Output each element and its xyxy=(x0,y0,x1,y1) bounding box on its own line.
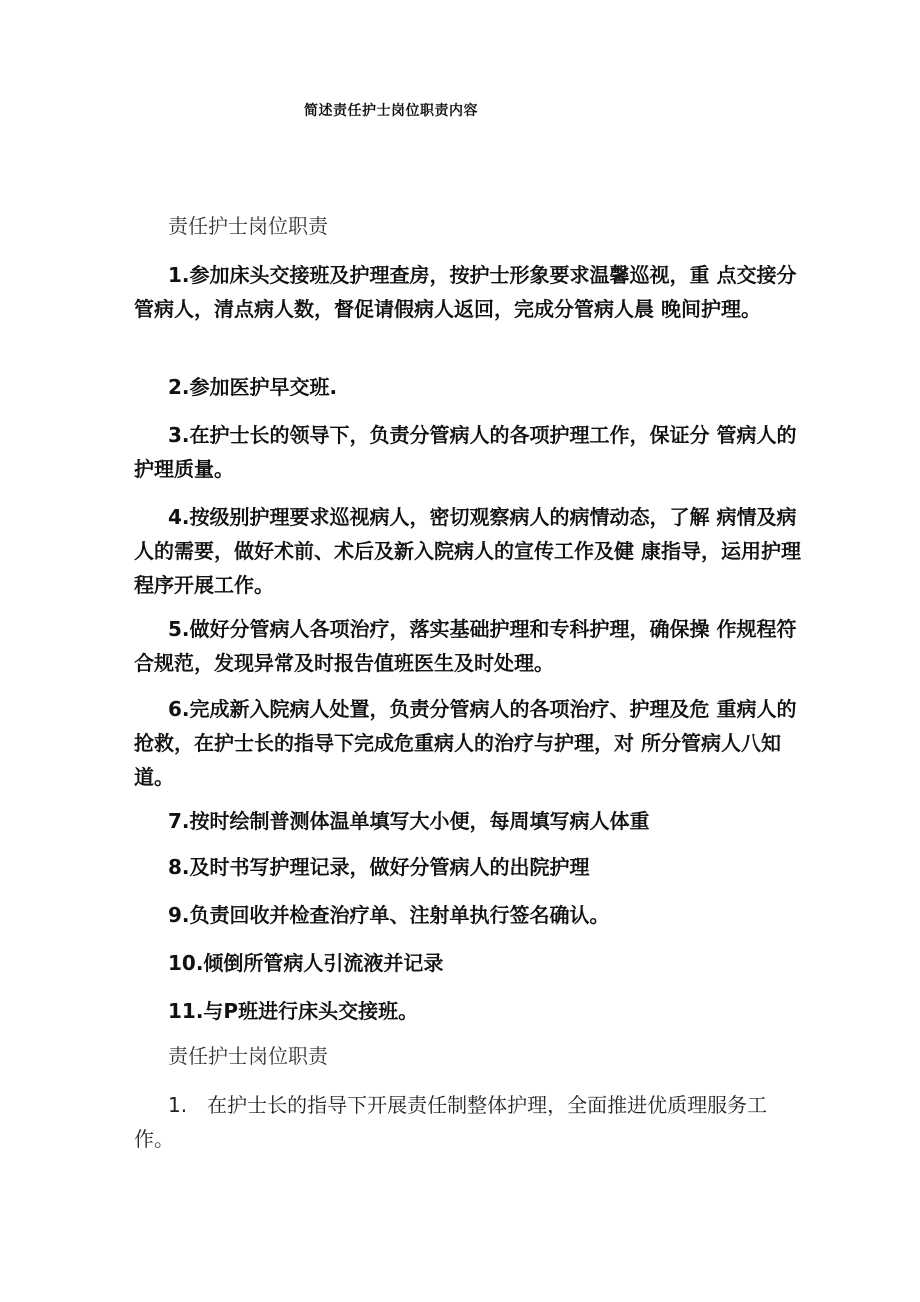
document-title: 简述责任护士岗位职责内容 xyxy=(304,103,478,119)
duty-item-5: 5.做好分管病人各项治疗，落实基础护理和专科护理，确保操 作规程符合规范，发现异常及时报告值班医生及时处理。 xyxy=(134,617,797,675)
section-heading-2: 责任护士岗位职责 xyxy=(168,1044,328,1068)
duty-item-11: 11.与P班进行床头交接班。 xyxy=(168,999,419,1023)
duty-item-10: 10.倾倒所管病人引流液并记录 xyxy=(168,951,444,975)
duty-item-9: 9.负责回收并检查治疗单、注射单执行签名确认。 xyxy=(168,903,610,927)
duty-item-7: 7.按时绘制普测体温单填写大小便，每周填写病人体重 xyxy=(168,809,650,833)
duty-item-3: 3.在护士长的领导下，负责分管病人的各项护理工作，保证分 管病人的护理质量。 xyxy=(134,423,797,481)
duty-item-2-1: 1. 在护士长的指导下开展责任制整体护理，全面推进优质理服务工作。 xyxy=(134,1093,768,1151)
section-heading-1: 责任护士岗位职责 xyxy=(168,214,328,238)
duty-item-4: 4.按级别护理要求巡视病人，密切观察病人的病情动态，了解 病情及病人的需要，做好术前、术后及新入院病人的宣传工作及健 康指导，运用护理程序开展工作。 xyxy=(134,505,801,597)
duty-item-2: 2.参加医护早交班. xyxy=(168,375,338,399)
duty-item-6: 6.完成新入院病人处置，负责分管病人的各项治疗、护理及危 重病人的抢救，在护士长的指导下完成危重病人的治疗与护理，对 所分管病人八知道。 xyxy=(134,697,797,789)
duty-item-1: 1.参加床头交接班及护理查房，按护士形象要求温馨巡视，重 点交接分管病人，清点病人数，督促请假病人返回，完成分管病人晨 晚间护理。 xyxy=(134,263,797,321)
duty-item-8: 8.及时书写护理记录，做好分管病人的出院护理 xyxy=(168,855,590,879)
